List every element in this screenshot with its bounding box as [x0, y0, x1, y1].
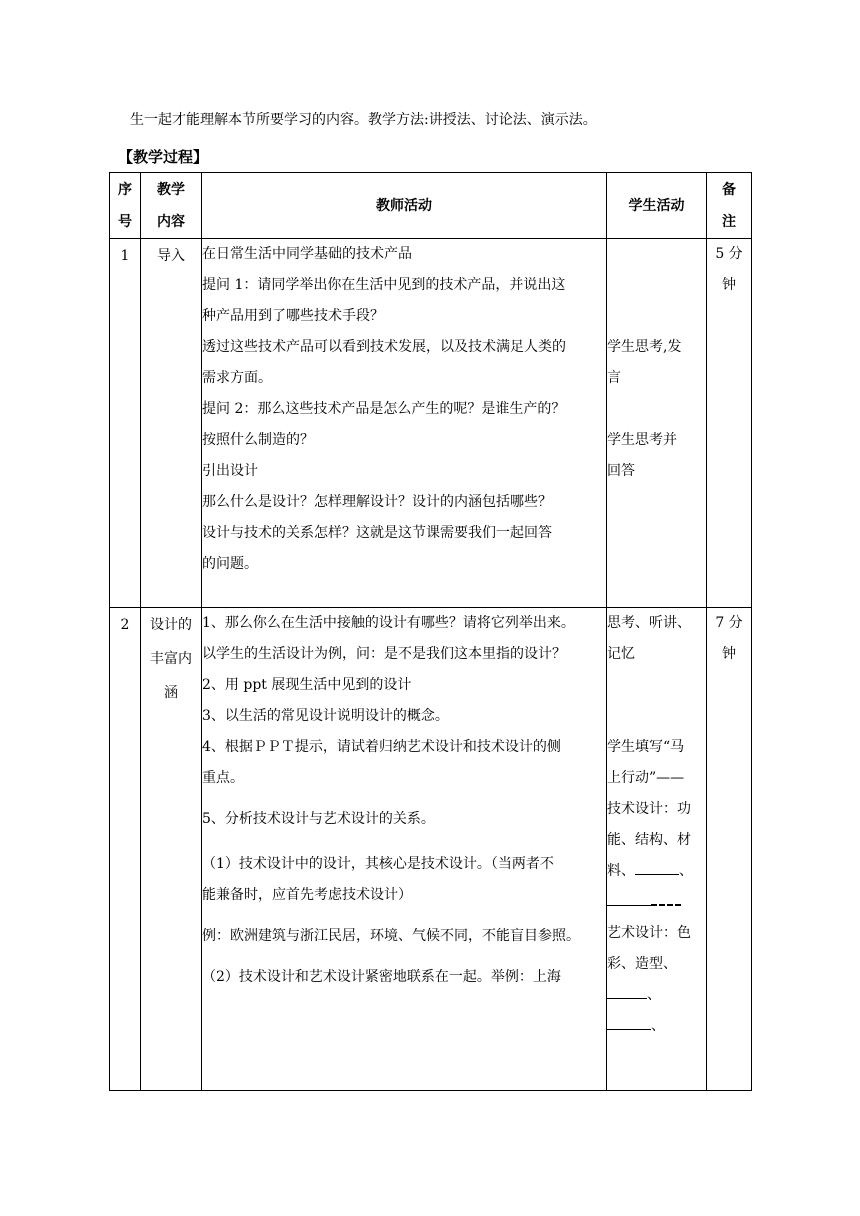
row-topic: 导入	[141, 239, 202, 608]
table-row	[110, 608, 752, 1091]
student-line: 回答	[607, 463, 635, 479]
teacher-line: 5、分析技术设计与艺术设计的关系。	[202, 811, 435, 827]
teacher-line: 透过这些技术产品可以看到技术发展，以及技术满足人类的	[202, 339, 566, 355]
student-line: 艺术设计：色	[607, 925, 691, 941]
header-seq: 序 号	[110, 173, 141, 239]
student-line: 能、结构、材	[607, 832, 691, 848]
teacher-line: 提问 1：请同学举出你在生活中见到的技术产品，并说出这	[202, 277, 566, 293]
teacher-line: 例：欧洲建筑与浙江民居，环境、气候不同，不能盲目参照。	[202, 928, 580, 944]
row-topic: 设计的 丰富内 涵	[141, 608, 202, 1091]
teacher-line: （2）技术设计和艺术设计紧密地联系在一起。举例：上海	[202, 969, 561, 985]
fill-blank	[635, 858, 679, 875]
teacher-line: 1、那么你么在生活中接触的设计有哪些？请将它列举出来。	[202, 615, 575, 631]
fill-blank	[607, 889, 651, 906]
row-seq: 1	[110, 239, 141, 608]
student-line: 、	[607, 1011, 706, 1042]
dashed-blank	[651, 888, 681, 906]
teacher-line: 引出设计	[202, 463, 258, 479]
student-line: 技术设计：功	[607, 801, 691, 817]
teacher-line: 设计与技术的关系怎样？这就是这节课需要我们一起回答	[202, 525, 552, 541]
teacher-line: 重点。	[202, 770, 244, 786]
student-line: 学生思考,发	[607, 339, 682, 355]
teacher-line: 能兼备时，应首先考虑技术设计）	[202, 887, 412, 903]
teacher-line: 以学生的生活设计为例，问：是不是我们这本里指的设计？	[202, 646, 566, 662]
student-activity-cell	[607, 608, 707, 1091]
student-line	[607, 887, 706, 918]
fill-blank	[607, 1013, 651, 1030]
teacher-activity-cell	[202, 239, 607, 608]
duration: 7 分	[715, 615, 743, 631]
teacher-activity-cell	[202, 608, 607, 1091]
student-line: 上行动”——	[607, 770, 685, 786]
student-line: 思考、听讲、	[607, 615, 691, 631]
header-remark: 备 注	[707, 173, 752, 239]
duration: 5 分	[715, 246, 743, 262]
remark-cell: 7 分 钟	[707, 608, 752, 1091]
teacher-line: 4、根据ＰＰＴ提示，请试着归纳艺术设计和技术设计的侧	[202, 739, 561, 755]
remark-cell: 5 分 钟	[707, 239, 752, 608]
student-line: 言	[607, 370, 621, 386]
student-line: 料、 、	[607, 856, 706, 887]
teacher-line: 在日常生活中同学基础的技术产品	[202, 246, 412, 262]
header-content: 教学 内容	[141, 173, 202, 239]
table-row	[110, 239, 752, 608]
teacher-line: 需求方面。	[202, 370, 272, 386]
lesson-process-table	[109, 172, 752, 1091]
header-teacher-activity: 教师活动	[202, 173, 607, 239]
teacher-line: 2、用 ppt 展现生活中见到的设计	[202, 677, 412, 693]
student-activity-cell	[607, 239, 707, 608]
section-title: 【教学过程】	[118, 148, 209, 166]
student-line: 、	[607, 980, 706, 1011]
header-student-activity: 学生活动	[607, 173, 707, 239]
table-header-row	[110, 173, 752, 239]
student-line: 学生思考并	[607, 432, 677, 448]
teacher-line: （1）技术设计中的设计，其核心是技术设计。（当两者不	[202, 856, 554, 872]
teacher-line: 种产品用到了哪些技术手段？	[202, 308, 384, 324]
student-line: 学生填写“马	[607, 739, 685, 755]
teacher-line: 3、以生活的常见设计说明设计的概念。	[202, 708, 449, 724]
teacher-line: 提问 2：那么这些技术产品是怎么产生的呢？是谁生产的？	[202, 401, 566, 417]
teacher-line: 的问题。	[202, 556, 258, 572]
fill-blank	[607, 982, 647, 999]
teacher-line: 按照什么制造的？	[202, 432, 314, 448]
intro-paragraph: 生一起才能理解本节所要学习的内容。教学方法:讲授法、讨论法、演示法。	[130, 112, 597, 128]
student-line: 彩、造型、	[607, 956, 677, 972]
row-seq: 2	[110, 608, 141, 1091]
student-line: 记忆	[607, 646, 635, 662]
teacher-line: 那么什么是设计？怎样理解设计？设计的内涵包括哪些？	[202, 494, 552, 510]
